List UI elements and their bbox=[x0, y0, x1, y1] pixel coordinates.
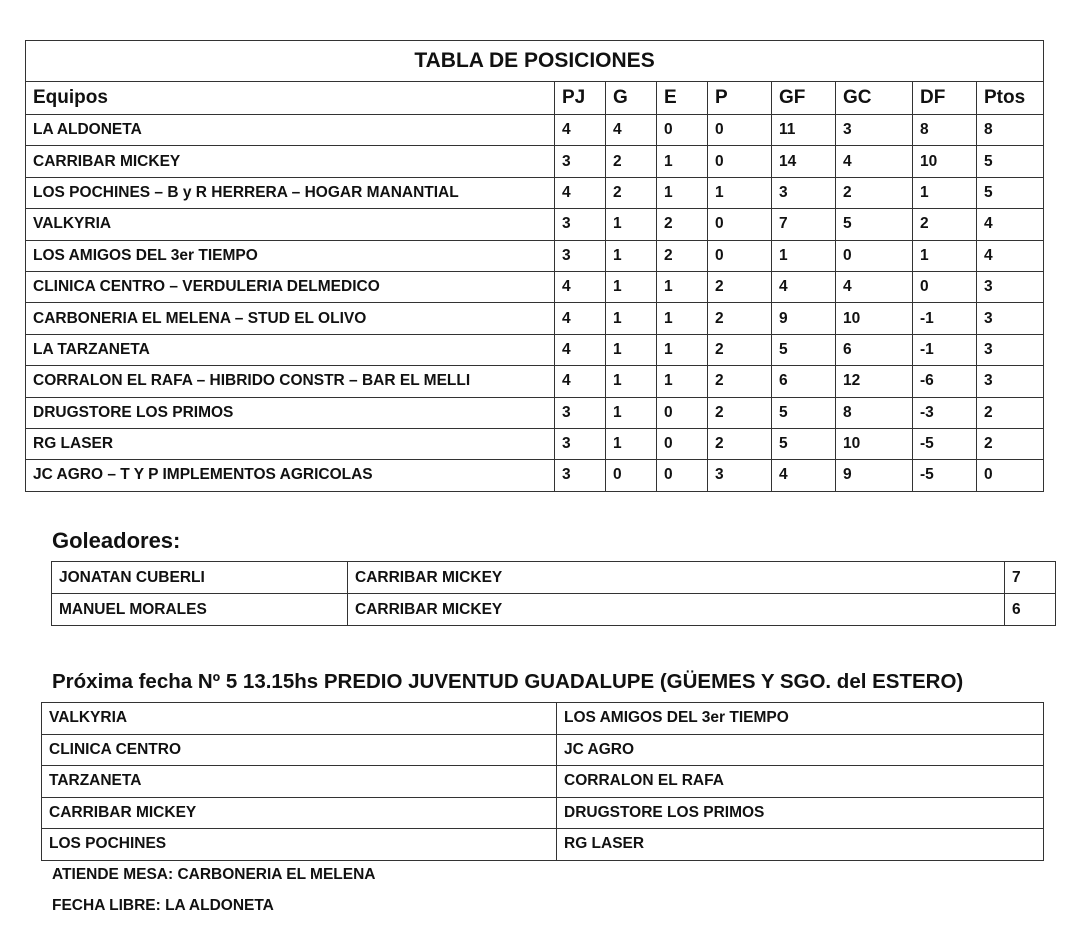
team-name: LA TARZANETA bbox=[26, 334, 555, 365]
e-cell: 2 bbox=[657, 240, 708, 271]
df-cell: -1 bbox=[913, 334, 977, 365]
scorer-goals: 6 bbox=[1005, 594, 1056, 626]
header-g: G bbox=[606, 82, 657, 115]
df-cell: -6 bbox=[913, 366, 977, 397]
gf-cell: 14 bbox=[772, 146, 836, 177]
standings-title: TABLA DE POSICIONES bbox=[26, 41, 1044, 82]
p-cell: 3 bbox=[708, 460, 772, 491]
pts-cell: 3 bbox=[977, 303, 1044, 334]
pj-cell: 3 bbox=[555, 209, 606, 240]
p-cell: 0 bbox=[708, 146, 772, 177]
away-team: DRUGSTORE LOS PRIMOS bbox=[557, 797, 1044, 829]
scorer-row bbox=[52, 594, 1056, 626]
match-row bbox=[42, 797, 1044, 829]
g-cell: 1 bbox=[606, 271, 657, 302]
g-cell: 2 bbox=[606, 177, 657, 208]
gc-cell: 12 bbox=[836, 366, 913, 397]
home-team: CLINICA CENTRO bbox=[42, 734, 557, 766]
gc-cell: 10 bbox=[836, 303, 913, 334]
team-name: JC AGRO – T Y P IMPLEMENTOS AGRICOLAS bbox=[26, 460, 555, 491]
fixture-table bbox=[41, 702, 1044, 861]
table-row bbox=[26, 460, 1044, 491]
table-row bbox=[26, 177, 1044, 208]
away-team: LOS AMIGOS DEL 3er TIEMPO bbox=[557, 703, 1044, 735]
pj-cell: 3 bbox=[555, 397, 606, 428]
pts-cell: 8 bbox=[977, 115, 1044, 146]
table-row bbox=[26, 240, 1044, 271]
home-team: TARZANETA bbox=[42, 766, 557, 798]
p-cell: 2 bbox=[708, 366, 772, 397]
p-cell: 0 bbox=[708, 240, 772, 271]
fixture-title: Próxima fecha Nº 5 13.15hs PREDIO JUVENTUD GUADALUPE (GÜEMES Y SGO. del ESTERO) bbox=[52, 670, 964, 693]
df-cell: -5 bbox=[913, 428, 977, 459]
df-cell: 1 bbox=[913, 240, 977, 271]
e-cell: 0 bbox=[657, 428, 708, 459]
e-cell: 0 bbox=[657, 460, 708, 491]
table-row bbox=[26, 303, 1044, 334]
team-name: VALKYRIA bbox=[26, 209, 555, 240]
pj-cell: 3 bbox=[555, 460, 606, 491]
df-cell: 2 bbox=[913, 209, 977, 240]
team-name: LOS POCHINES – B y R HERRERA – HOGAR MANANTIAL bbox=[26, 177, 555, 208]
gc-cell: 4 bbox=[836, 146, 913, 177]
p-cell: 0 bbox=[708, 209, 772, 240]
e-cell: 1 bbox=[657, 146, 708, 177]
table-row bbox=[26, 334, 1044, 365]
gf-cell: 4 bbox=[772, 271, 836, 302]
pj-cell: 4 bbox=[555, 177, 606, 208]
header-gc: GC bbox=[836, 82, 913, 115]
match-row bbox=[42, 703, 1044, 735]
pj-cell: 4 bbox=[555, 366, 606, 397]
team-name: CORRALON EL RAFA – HIBRIDO CONSTR – BAR EL MELLI bbox=[26, 366, 555, 397]
team-name: DRUGSTORE LOS PRIMOS bbox=[26, 397, 555, 428]
pts-cell: 5 bbox=[977, 146, 1044, 177]
pj-cell: 4 bbox=[555, 271, 606, 302]
gc-cell: 5 bbox=[836, 209, 913, 240]
g-cell: 4 bbox=[606, 115, 657, 146]
bye-note: FECHA LIBRE: LA ALDONETA bbox=[52, 897, 274, 914]
gc-cell: 10 bbox=[836, 428, 913, 459]
scorer-name: MANUEL MORALES bbox=[52, 594, 348, 626]
away-team: JC AGRO bbox=[557, 734, 1044, 766]
df-cell: -3 bbox=[913, 397, 977, 428]
gf-cell: 7 bbox=[772, 209, 836, 240]
e-cell: 1 bbox=[657, 303, 708, 334]
gf-cell: 11 bbox=[772, 115, 836, 146]
match-row bbox=[42, 734, 1044, 766]
gc-cell: 8 bbox=[836, 397, 913, 428]
pj-cell: 3 bbox=[555, 240, 606, 271]
gc-cell: 0 bbox=[836, 240, 913, 271]
pts-cell: 4 bbox=[977, 209, 1044, 240]
team-name: LA ALDONETA bbox=[26, 115, 555, 146]
gc-cell: 9 bbox=[836, 460, 913, 491]
header-ptos: Ptos bbox=[977, 82, 1044, 115]
gf-cell: 5 bbox=[772, 334, 836, 365]
g-cell: 1 bbox=[606, 366, 657, 397]
gf-cell: 9 bbox=[772, 303, 836, 334]
team-name: LOS AMIGOS DEL 3er TIEMPO bbox=[26, 240, 555, 271]
g-cell: 1 bbox=[606, 334, 657, 365]
team-name: CARRIBAR MICKEY bbox=[26, 146, 555, 177]
pts-cell: 2 bbox=[977, 397, 1044, 428]
pj-cell: 3 bbox=[555, 428, 606, 459]
gf-cell: 5 bbox=[772, 428, 836, 459]
gf-cell: 4 bbox=[772, 460, 836, 491]
header-gf: GF bbox=[772, 82, 836, 115]
e-cell: 1 bbox=[657, 334, 708, 365]
e-cell: 2 bbox=[657, 209, 708, 240]
header-equipos: Equipos bbox=[26, 82, 555, 115]
match-row bbox=[42, 829, 1044, 861]
df-cell: 8 bbox=[913, 115, 977, 146]
pts-cell: 0 bbox=[977, 460, 1044, 491]
p-cell: 2 bbox=[708, 303, 772, 334]
standings-table bbox=[25, 40, 1044, 492]
pj-cell: 4 bbox=[555, 303, 606, 334]
p-cell: 1 bbox=[708, 177, 772, 208]
pts-cell: 4 bbox=[977, 240, 1044, 271]
gf-cell: 6 bbox=[772, 366, 836, 397]
pts-cell: 5 bbox=[977, 177, 1044, 208]
team-name: CLINICA CENTRO – VERDULERIA DELMEDICO bbox=[26, 271, 555, 302]
home-team: CARRIBAR MICKEY bbox=[42, 797, 557, 829]
g-cell: 2 bbox=[606, 146, 657, 177]
header-df: DF bbox=[913, 82, 977, 115]
scorer-team: CARRIBAR MICKEY bbox=[348, 594, 1005, 626]
table-row bbox=[26, 366, 1044, 397]
pj-cell: 3 bbox=[555, 146, 606, 177]
e-cell: 1 bbox=[657, 177, 708, 208]
df-cell: -5 bbox=[913, 460, 977, 491]
df-cell: -1 bbox=[913, 303, 977, 334]
scorer-row bbox=[52, 562, 1056, 594]
table-row bbox=[26, 115, 1044, 146]
e-cell: 1 bbox=[657, 366, 708, 397]
home-team: LOS POCHINES bbox=[42, 829, 557, 861]
gc-cell: 6 bbox=[836, 334, 913, 365]
g-cell: 1 bbox=[606, 303, 657, 334]
p-cell: 2 bbox=[708, 397, 772, 428]
scorer-name: JONATAN CUBERLI bbox=[52, 562, 348, 594]
g-cell: 0 bbox=[606, 460, 657, 491]
p-cell: 2 bbox=[708, 271, 772, 302]
gc-cell: 3 bbox=[836, 115, 913, 146]
df-cell: 0 bbox=[913, 271, 977, 302]
scorer-goals: 7 bbox=[1005, 562, 1056, 594]
e-cell: 0 bbox=[657, 115, 708, 146]
scorers-table bbox=[51, 561, 1056, 626]
pts-cell: 3 bbox=[977, 271, 1044, 302]
table-row bbox=[26, 146, 1044, 177]
pj-cell: 4 bbox=[555, 334, 606, 365]
header-p: P bbox=[708, 82, 772, 115]
gf-cell: 1 bbox=[772, 240, 836, 271]
table-row bbox=[26, 209, 1044, 240]
away-team: RG LASER bbox=[557, 829, 1044, 861]
table-row bbox=[26, 397, 1044, 428]
pts-cell: 3 bbox=[977, 366, 1044, 397]
away-team: CORRALON EL RAFA bbox=[557, 766, 1044, 798]
scorer-team: CARRIBAR MICKEY bbox=[348, 562, 1005, 594]
g-cell: 1 bbox=[606, 428, 657, 459]
df-cell: 1 bbox=[913, 177, 977, 208]
pj-cell: 4 bbox=[555, 115, 606, 146]
g-cell: 1 bbox=[606, 397, 657, 428]
g-cell: 1 bbox=[606, 209, 657, 240]
team-name: CARBONERIA EL MELENA – STUD EL OLIVO bbox=[26, 303, 555, 334]
table-row bbox=[26, 271, 1044, 302]
header-pj: PJ bbox=[555, 82, 606, 115]
home-team: VALKYRIA bbox=[42, 703, 557, 735]
gc-cell: 4 bbox=[836, 271, 913, 302]
scorers-title: Goleadores: bbox=[52, 528, 181, 553]
standings-header-row bbox=[26, 82, 1044, 115]
gf-cell: 5 bbox=[772, 397, 836, 428]
match-row bbox=[42, 766, 1044, 798]
e-cell: 0 bbox=[657, 397, 708, 428]
e-cell: 1 bbox=[657, 271, 708, 302]
df-cell: 10 bbox=[913, 146, 977, 177]
g-cell: 1 bbox=[606, 240, 657, 271]
gf-cell: 3 bbox=[772, 177, 836, 208]
pts-cell: 3 bbox=[977, 334, 1044, 365]
table-duty-note: ATIENDE MESA: CARBONERIA EL MELENA bbox=[52, 866, 376, 883]
team-name: RG LASER bbox=[26, 428, 555, 459]
pts-cell: 2 bbox=[977, 428, 1044, 459]
gc-cell: 2 bbox=[836, 177, 913, 208]
p-cell: 2 bbox=[708, 428, 772, 459]
p-cell: 0 bbox=[708, 115, 772, 146]
p-cell: 2 bbox=[708, 334, 772, 365]
header-e: E bbox=[657, 82, 708, 115]
table-row bbox=[26, 428, 1044, 459]
